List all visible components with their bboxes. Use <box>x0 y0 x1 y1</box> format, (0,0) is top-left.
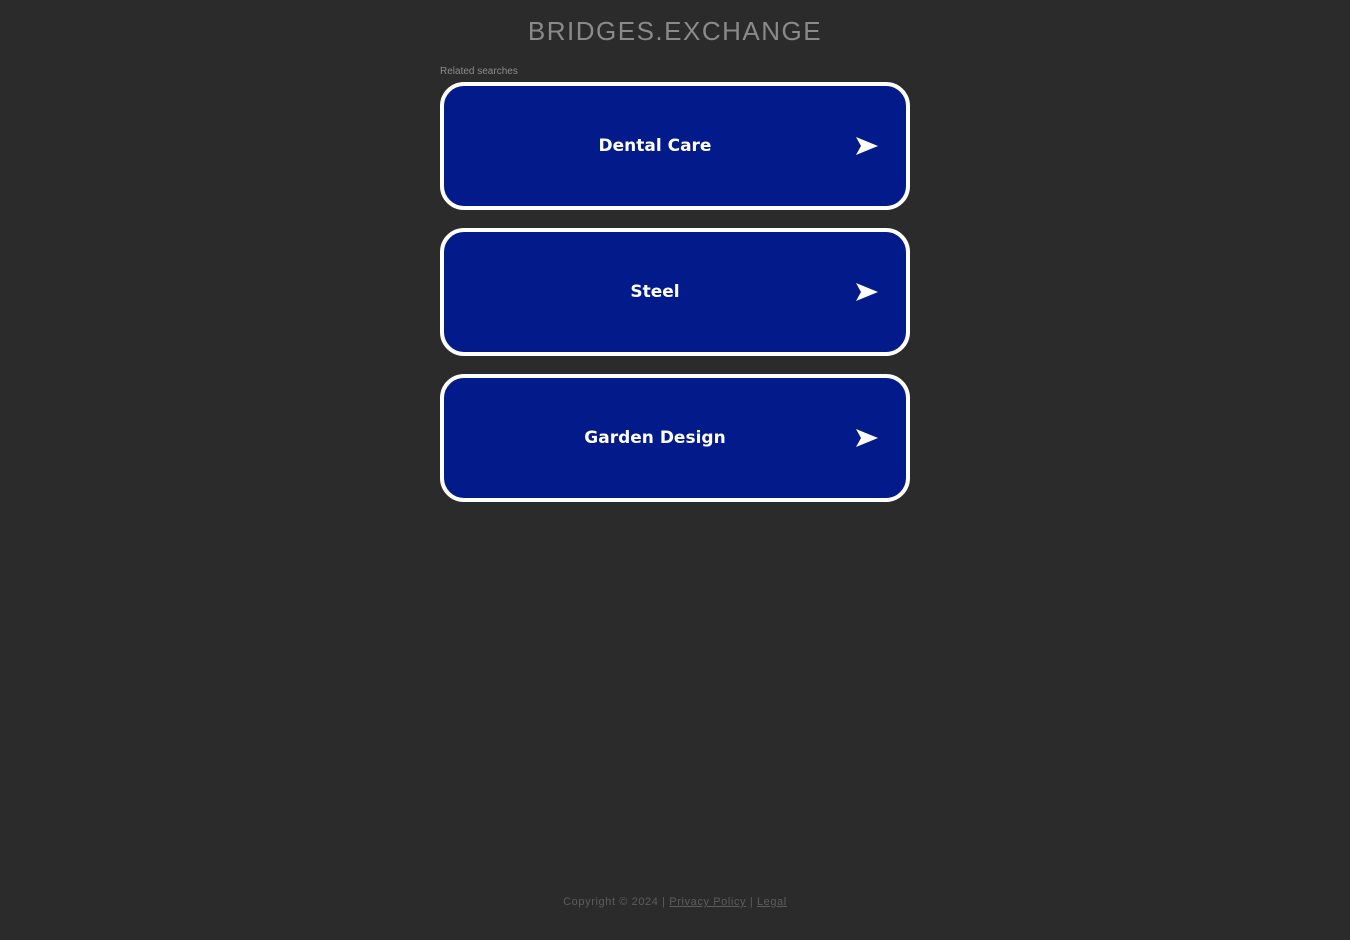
related-search-label: Garden Design <box>584 428 726 448</box>
related-search-garden-design-button[interactable] <box>440 374 910 502</box>
privacy-policy-link[interactable]: Privacy Policy <box>669 896 747 908</box>
arrow-right-icon <box>856 429 878 447</box>
arrow-right-icon <box>856 137 878 155</box>
related-search-label: Dental Care <box>598 136 712 156</box>
copyright-text: Copyright © 2024 <box>563 896 659 908</box>
related-searches-label: Related searches <box>440 66 518 77</box>
arrow-right-icon <box>856 283 878 301</box>
related-search-dental-care-button[interactable] <box>440 82 910 210</box>
site-title: BRIDGES.EXCHANGE <box>527 16 823 46</box>
footer <box>0 895 1350 909</box>
related-searches-list <box>440 82 910 520</box>
legal-link[interactable]: Legal <box>756 896 787 908</box>
related-search-steel-button[interactable] <box>440 228 910 356</box>
footer-separator: | <box>662 896 666 908</box>
footer-separator: | <box>749 896 754 908</box>
related-search-label: Steel <box>630 282 680 302</box>
